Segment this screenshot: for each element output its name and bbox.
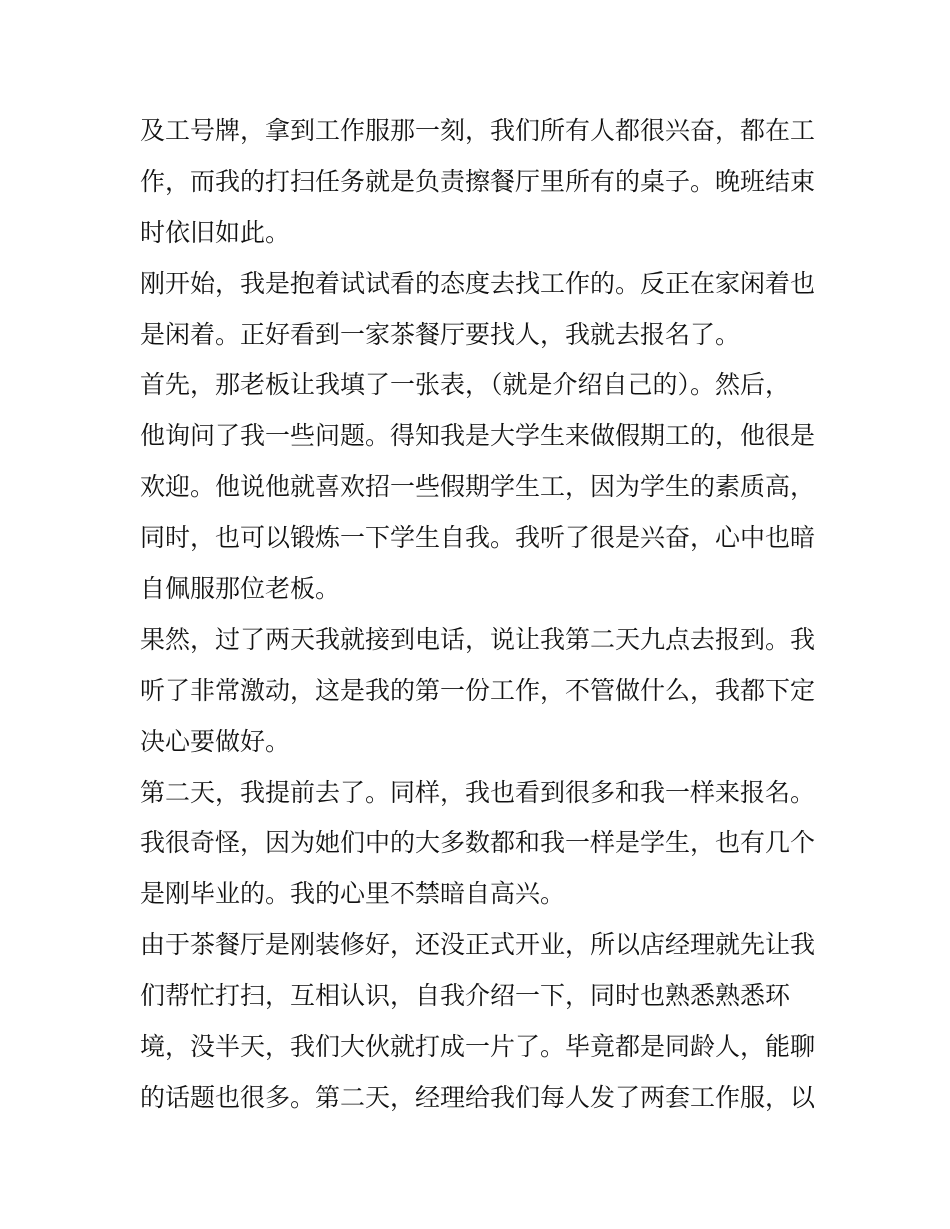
- text-line: 欢迎。他说他就喜欢招一些假期学生工，因为学生的素质高，: [140, 472, 816, 502]
- text-line: 刚开始，我是抱着试试看的态度去找工作的。反正在家闲着也: [140, 268, 816, 298]
- text-line: 我很奇怪，因为她们中的大多数都和我一样是学生，也有几个: [140, 828, 816, 858]
- text-line: 他询问了我一些问题。得知我是大学生来做假期工的，他很是: [140, 421, 816, 451]
- text-line: 境，没半天，我们大伙就打成一片了。毕竟都是同龄人，能聊: [140, 1032, 816, 1062]
- text-line: 时依旧如此。: [140, 217, 291, 247]
- text-line: 听了非常激动，这是我的第一份工作，不管做什么，我都下定: [140, 675, 816, 705]
- text-line: 第二天，我提前去了。同样，我也看到很多和我一样来报名。: [140, 777, 816, 807]
- text-line: 的话题也很多。第二天，经理给我们每人发了两套工作服，以: [140, 1082, 816, 1112]
- text-line: 自佩服那位老板。: [140, 574, 341, 604]
- text-line: 决心要做好。: [140, 726, 291, 756]
- text-line: 及工号牌，拿到工作服那一刻，我们所有人都很兴奋，都在工: [140, 116, 816, 145]
- text-line: 首先，那老板让我填了一张表，（就是介绍自己的）。然后，: [140, 370, 791, 400]
- text-line: 同时，也可以锻炼一下学生自我。我听了很是兴奋，心中也暗: [140, 523, 816, 553]
- text-line: 由于茶餐厅是刚装修好，还没正式开业，所以店经理就先让我: [140, 930, 816, 960]
- text-line: 们帮忙打扫，互相认识，自我介绍一下，同时也熟悉熟悉环: [140, 981, 791, 1011]
- text-line: 作，而我的打扫任务就是负责擦餐厅里所有的桌子。晚班结束: [140, 166, 816, 196]
- body-text: [140, 106, 820, 1124]
- text-line: 是闲着。正好看到一家茶餐厅要找人，我就去报名了。: [140, 319, 741, 349]
- text-line: 果然，过了两天我就接到电话，说让我第二天九点去报到。我: [140, 624, 816, 654]
- text-line: 是刚毕业的。我的心里不禁暗自高兴。: [140, 879, 566, 909]
